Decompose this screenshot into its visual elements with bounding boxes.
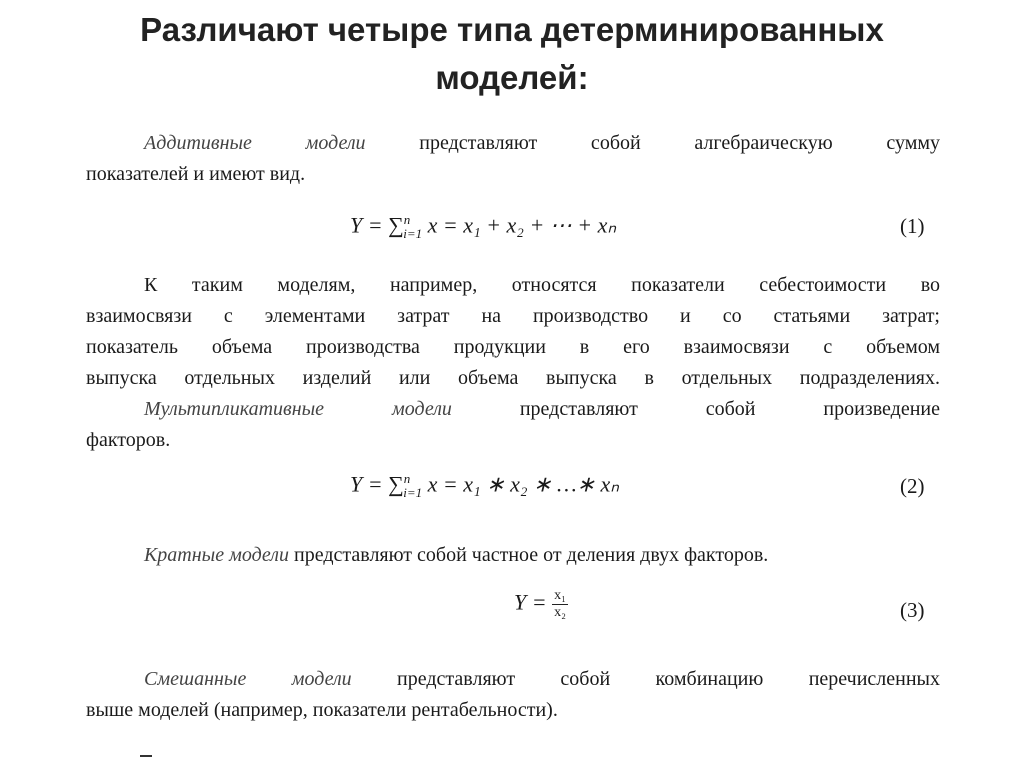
title-line-2: моделей: [435, 59, 589, 96]
ratio-models-paragraph [86, 540, 940, 571]
additive-models-text: представляют собой алгебраическую сумму [419, 132, 941, 154]
examples-line-3: показатель объема производства продукции в его взаимосвязи с объемом [86, 336, 940, 358]
formula-1-number: (1) [900, 214, 925, 238]
mixed-models-text: представляют собой комбинацию перечисленных [397, 668, 940, 690]
slide-title [60, 6, 964, 102]
formula-1 [350, 212, 616, 242]
formula-1-sub: i=1 [403, 225, 423, 241]
examples-line-2: взаимосвязи с элементами затрат на производство и со статьями затрат; [86, 305, 940, 327]
formula-3-fraction [552, 588, 568, 621]
formula-2-sup: n [403, 471, 411, 486]
multiplicative-models-line-2: факторов. [86, 429, 171, 451]
formula-2 [350, 471, 619, 501]
examples-paragraph [86, 270, 940, 394]
mixed-models-paragraph [86, 664, 940, 726]
additive-models-line-2: показателей и имеют вид. [86, 163, 306, 185]
formula-1-sup: n [403, 212, 411, 227]
formula-3-denominator: x₂ [554, 605, 566, 620]
formula-3-numerator: x₁ [554, 588, 566, 603]
formula-1-rhs: x = x₁ + x₂ + ⋯ + xₙ [427, 212, 617, 238]
formula-1-lhs: Y = ∑ [350, 212, 404, 238]
title-line-1: Различают четыре типа детерминированных [140, 11, 884, 48]
formula-2-lhs: Y = ∑ [350, 471, 404, 497]
ratio-models-text: представляют собой частное от деления двух факторов. [294, 544, 769, 566]
multiplicative-models-term: Мультипликативные модели [144, 398, 452, 420]
multiplicative-models-paragraph [86, 394, 940, 456]
formula-3-number: (3) [900, 598, 925, 622]
formula-2-sub: i=1 [403, 484, 423, 500]
formula-3-lhs: Y = [514, 589, 547, 615]
examples-line-4: выпуска отдельных изделий или объема выпуска в отдельных подразделениях. [86, 367, 940, 389]
additive-models-paragraph [86, 128, 940, 190]
formula-2-rhs: x = x₁ ∗ x₂ ∗ …∗ xₙ [427, 471, 619, 497]
multiplicative-models-text: представляют собой произведение [519, 398, 940, 420]
ratio-models-term: Кратные модели [144, 544, 290, 566]
formula-2-number: (2) [900, 474, 925, 498]
mixed-models-line-2: выше моделей (например, показатели рентабельности). [86, 699, 558, 721]
examples-line-1: К таким моделям, например, относятся показатели себестоимости во [144, 274, 940, 296]
mixed-models-term: Смешанные модели [144, 668, 352, 690]
additive-models-term: Аддитивные модели [144, 132, 366, 154]
formula-3 [514, 588, 568, 621]
cropped-text-fragment [140, 755, 152, 757]
